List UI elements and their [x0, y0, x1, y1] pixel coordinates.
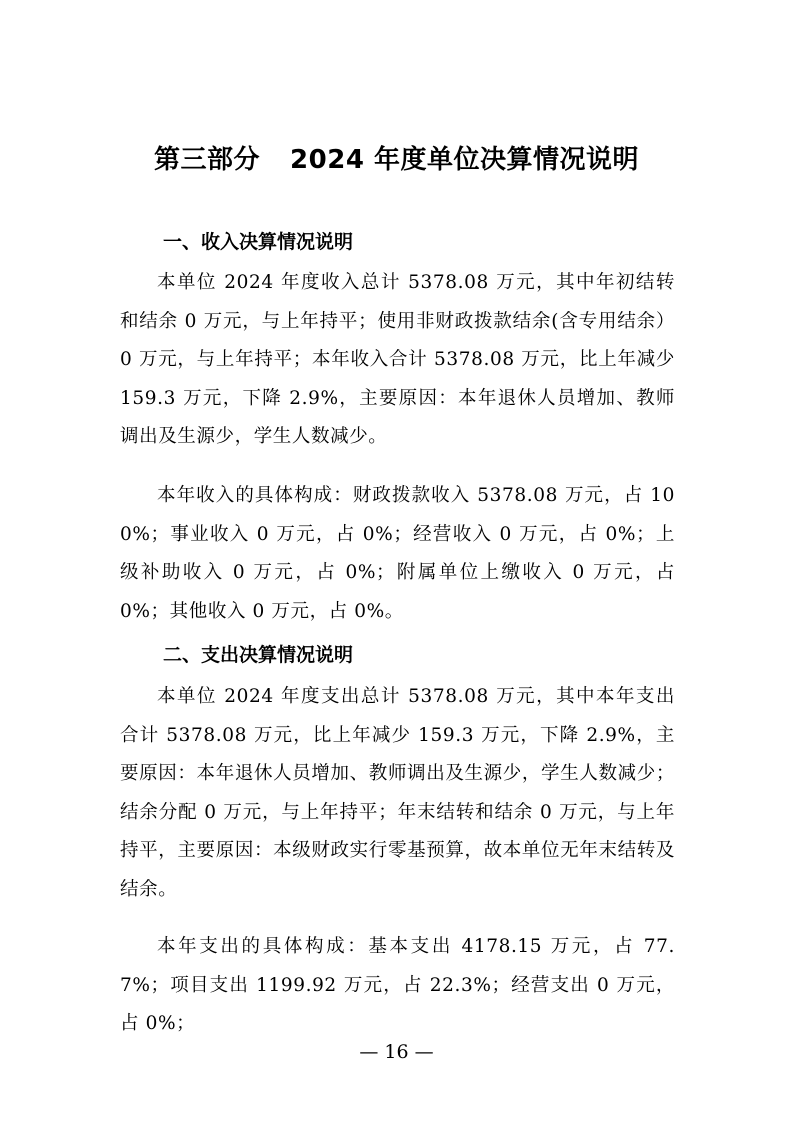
income-composition-paragraph: 本年收入的具体构成：财政拨款收入 5378.08 万元，占 100%；事业收入 0 万元，占 0%；经营收入 0 万元，占 0%；上级补助收入 0 万元，占 0%；附属单位上缴收入 0 万元，占 0%；其他收入 0 万元，占 0%。	[120, 485, 675, 622]
section-heading-expenditure: 二、支出决算情况说明	[163, 644, 354, 666]
section-heading-income: 一、收入决算情况说明	[163, 231, 354, 253]
income-summary-paragraph: 本单位 2024 年度收入总计 5378.08 万元，其中年初结转和结余 0 万元，与上年持平；使用非财政拨款结余(含专用结余）0 万元，与上年持平；本年收入合计 5378.08 万元，比上年减少 159.3 万元，下降 2.9%，主要原因：本年退休人员增加、教师调出及生源少，学生人数减少。	[120, 272, 675, 447]
page-title	[0, 140, 793, 180]
expenditure-summary-paragraph: 本单位 2024 年度支出总计 5378.08 万元，其中本年支出合计 5378.08 万元，比上年减少 159.3 万元，下降 2.9%，主要原因：本年退休人员增加、教师调出及生源少，学生人数减少；结余分配 0 万元，与上年持平；年末结转和结余 0 万元，与上年持平，主要原因：本级财政实行零基预算，故本单位无年末结转及结余。	[120, 686, 675, 900]
expenditure-composition-paragraph: 本年支出的具体构成：基本支出 4178.15 万元，占 77.7%；项目支出 1199.92 万元，占 22.3%；经营支出 0 万元，占 0%；	[120, 936, 675, 1034]
title-main: 2024 年度单位决算情况说明	[290, 145, 639, 175]
title-part: 第三部分	[154, 145, 261, 175]
page-number: — 16 —	[359, 1041, 434, 1063]
